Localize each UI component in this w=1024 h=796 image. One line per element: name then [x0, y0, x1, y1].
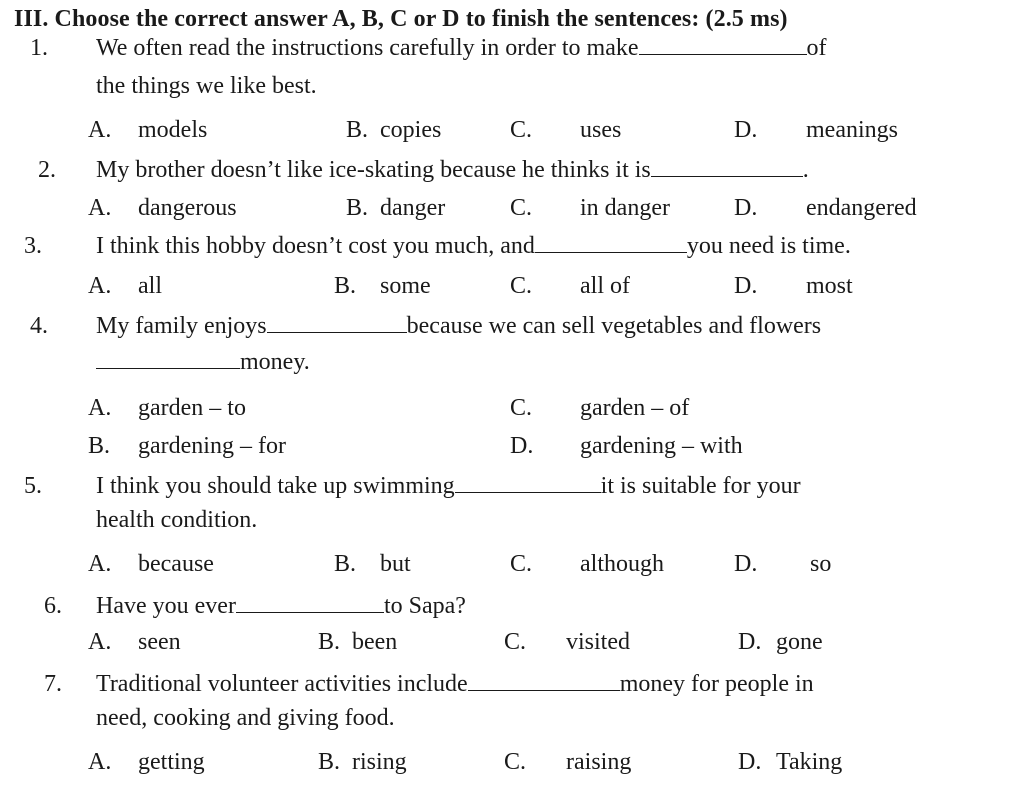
option-letter: B. [334, 551, 357, 577]
option-letter: D. [510, 433, 534, 459]
question-text-part: money. [240, 349, 310, 375]
answer-blank[interactable] [468, 670, 620, 691]
answer-blank[interactable] [96, 348, 240, 369]
option-text: models [138, 117, 208, 143]
question-text-continued: the things we like best. [96, 73, 317, 99]
option-letter: D. [734, 195, 758, 221]
option-text: visited [566, 629, 630, 655]
section-heading: III. Choose the correct answer A, B, C or D to finish the sentences: (2.5 ms) [14, 6, 788, 32]
question-text-part: you need is time. [686, 233, 851, 259]
question-text [96, 312, 821, 340]
option-c[interactable] [510, 550, 664, 578]
question-text-part: My family enjoys [96, 313, 267, 339]
option-a[interactable] [88, 748, 205, 776]
option-text: garden – of [580, 395, 690, 421]
answer-blank[interactable] [455, 472, 601, 493]
option-text: getting [138, 749, 205, 775]
option-letter: D. [738, 629, 762, 655]
question-text-part: money for people in [619, 671, 814, 697]
option-letter: C. [510, 273, 533, 299]
option-c[interactable] [510, 194, 670, 222]
option-text: some [380, 273, 431, 299]
option-text: gone [776, 629, 823, 655]
question-text [96, 34, 827, 62]
question-number: 3. [24, 233, 42, 259]
question-number: 7. [44, 671, 62, 697]
question-number: 2. [38, 157, 56, 183]
option-d[interactable] [734, 272, 853, 300]
question-text-part: . [802, 157, 809, 183]
question-text-part: because we can sell vegetables and flowers [406, 313, 822, 339]
option-letter: D. [734, 551, 758, 577]
question-number: 5. [24, 473, 42, 499]
option-a[interactable] [88, 628, 181, 656]
option-text: all of [580, 273, 630, 299]
question-number: 4. [30, 313, 48, 339]
option-a[interactable] [88, 194, 237, 222]
option-letter: A. [88, 395, 112, 421]
option-text: raising [566, 749, 632, 775]
option-letter: A. [88, 117, 112, 143]
option-text: gardening – for [138, 433, 286, 459]
option-text: rising [352, 749, 407, 775]
question-text-part: Have you ever [96, 593, 236, 619]
option-text: but [380, 551, 411, 577]
question-text-part: Traditional volunteer activities include [96, 671, 468, 697]
answer-blank[interactable] [267, 312, 407, 333]
option-text: seen [138, 629, 181, 655]
option-text: gardening – with [580, 433, 743, 459]
option-text: although [580, 551, 664, 577]
answer-blank[interactable] [651, 156, 803, 177]
answer-blank[interactable] [535, 232, 687, 253]
option-letter: D. [734, 273, 758, 299]
option-text: danger [380, 195, 446, 221]
option-text: uses [580, 117, 622, 143]
question-text [96, 156, 809, 184]
option-text: so [810, 551, 832, 577]
option-letter: B. [318, 749, 341, 775]
option-b[interactable] [334, 550, 411, 578]
option-letter: A. [88, 195, 112, 221]
option-b[interactable] [318, 748, 407, 776]
question-text-continued [96, 348, 310, 376]
option-letter: B. [334, 273, 357, 299]
option-b[interactable] [334, 272, 431, 300]
option-text: been [352, 629, 398, 655]
option-c[interactable] [504, 628, 630, 656]
option-letter: C. [510, 117, 533, 143]
option-d[interactable] [734, 550, 831, 578]
option-c[interactable] [510, 272, 630, 300]
option-text: endangered [806, 195, 917, 221]
option-text: because [138, 551, 214, 577]
question-text-part: to Sapa? [383, 593, 466, 619]
option-d[interactable] [738, 748, 842, 776]
question-text [96, 472, 801, 500]
option-text: most [806, 273, 853, 299]
option-a[interactable] [88, 116, 207, 144]
question-text-part: We often read the instructions carefully in order to make [96, 35, 639, 61]
option-letter: A. [88, 551, 112, 577]
question-text-part: I think this hobby doesn’t cost you much, and [96, 233, 535, 259]
option-text: garden – to [138, 395, 246, 421]
option-letter: C. [504, 629, 527, 655]
option-c[interactable] [510, 116, 621, 144]
option-b[interactable] [318, 628, 397, 656]
option-a[interactable] [88, 272, 162, 300]
option-d[interactable] [734, 116, 898, 144]
option-text: all [138, 273, 162, 299]
option-letter: A. [88, 629, 112, 655]
question-text-part: My brother doesn’t like ice-skating because he thinks it is [96, 157, 651, 183]
answer-blank[interactable] [639, 34, 807, 55]
option-letter: C. [510, 395, 533, 421]
option-letter: A. [88, 749, 112, 775]
option-letter: A. [88, 273, 112, 299]
option-c[interactable] [504, 748, 631, 776]
option-c[interactable] [510, 394, 689, 422]
option-text: Taking [776, 749, 843, 775]
option-a[interactable] [88, 394, 246, 422]
option-text: meanings [806, 117, 898, 143]
option-letter: B. [318, 629, 341, 655]
option-letter: C. [504, 749, 527, 775]
question-text-continued: health condition. [96, 507, 258, 533]
option-text: copies [380, 117, 442, 143]
answer-blank[interactable] [236, 592, 384, 613]
option-letter: D. [738, 749, 762, 775]
option-letter: B. [88, 433, 111, 459]
question-number: 1. [30, 35, 48, 61]
option-d[interactable] [734, 194, 917, 222]
option-letter: C. [510, 195, 533, 221]
question-text-part: of [806, 35, 827, 61]
option-text: dangerous [138, 195, 237, 221]
question-text-part: it is suitable for your [600, 473, 801, 499]
question-number: 6. [44, 593, 62, 619]
question-text-continued: need, cooking and giving food. [96, 705, 395, 731]
option-b[interactable] [88, 432, 286, 460]
option-letter: B. [346, 195, 369, 221]
question-text [96, 232, 851, 260]
option-letter: C. [510, 551, 533, 577]
option-letter: D. [734, 117, 758, 143]
question-text-part: I think you should take up swimming [96, 473, 455, 499]
option-a[interactable] [88, 550, 214, 578]
question-text [96, 592, 466, 620]
option-d[interactable] [510, 432, 743, 460]
option-b[interactable] [346, 194, 445, 222]
question-text [96, 670, 814, 698]
option-text: in danger [580, 195, 670, 221]
option-d[interactable] [738, 628, 823, 656]
option-b[interactable] [346, 116, 441, 144]
option-letter: B. [346, 117, 369, 143]
